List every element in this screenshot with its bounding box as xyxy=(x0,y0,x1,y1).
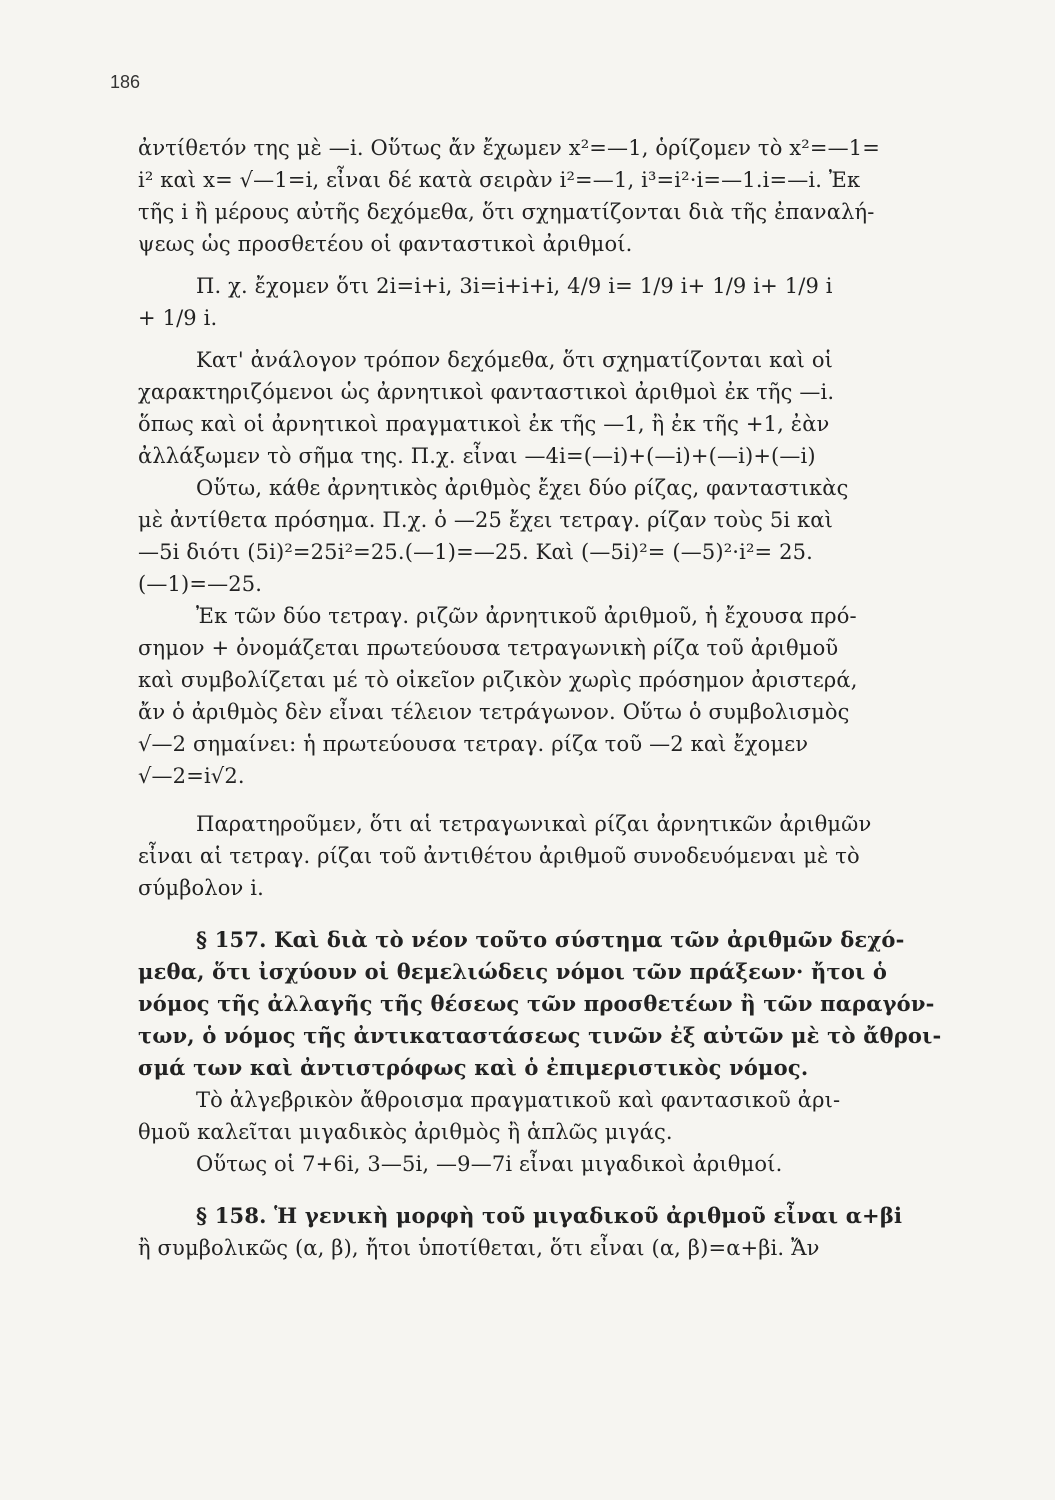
text-line: —5i διότι (5i)²=25i²=25.(—1)=—25. Καὶ (—5i)²= (—5)²·i²= 25. xyxy=(138,540,813,564)
text-line: √—2 σημαίνει: ἡ πρωτεύουσα τετραγ. ρίζα τοῦ —2 καὶ ἔχομεν xyxy=(138,732,809,756)
text-line: Τὸ ἀλγεβρικὸν ἄθροισμα πραγματικοῦ καὶ φαντασικοῦ ἀρι- xyxy=(196,1088,841,1112)
text-line: ὅπως καὶ οἱ ἀρνητικοὶ πραγματικοὶ ἐκ τῆς —1, ἢ ἐκ τῆς +1, ἐὰν xyxy=(138,412,830,436)
text-line: μὲ ἀντίθετα πρόσημα. Π.χ. ὁ —25 ἔχει τετραγ. ρίζαν τοὺς 5i καὶ xyxy=(138,508,834,532)
text-line: θμοῦ καλεῖται μιγαδικὸς ἀριθμὸς ἢ ἁπλῶς μιγάς. xyxy=(138,1120,673,1144)
text-line: i² καὶ x= √—1=i, εἶναι δέ κατὰ σειρὰν i²=—1, i³=i²·i=—1.i=—i. Ἐκ xyxy=(138,168,861,192)
section-heading-158: § 158. Ἡ γενικὴ μορφὴ τοῦ μιγαδικοῦ ἀριθμοῦ εἶναι α+βi xyxy=(196,1203,903,1228)
text-line: καὶ συμβολίζεται μέ τὸ οἰκεῖον ριζικὸν χωρὶς πρόσημον ἀριστερά, xyxy=(138,668,858,692)
text-line: χαρακτηριζόμενοι ὡς ἀρνητικοὶ φανταστικοὶ ἀριθμοὶ ἐκ τῆς —i. xyxy=(138,380,835,404)
text-line: ἀντίθετόν της μὲ —i. Οὕτως ἄν ἔχωμεν x²=—1, ὁρίζομεν τὸ x²=—1= xyxy=(138,136,881,160)
section-text-line: των, ὁ νόμος τῆς ἀντικαταστάσεως τινῶν ἐξ αὐτῶν μὲ τὸ ἄθροι- xyxy=(138,1023,942,1048)
text-line: σύμβολον i. xyxy=(138,876,264,900)
text-line: τῆς i ἢ μέρους αὐτῆς δεχόμεθα, ὅτι σχηματίζονται διὰ τῆς ἐπαναλή- xyxy=(138,200,875,224)
text-line: ψεως ὡς προσθετέου οἱ φανταστικοὶ ἀριθμοί. xyxy=(138,232,633,256)
text-line: √—2=i√2. xyxy=(138,764,245,788)
page-number: 186 xyxy=(110,72,141,92)
section-heading-157: § 157. Καὶ διὰ τὸ νέον τοῦτο σύστημα τῶν ἀριθμῶν δεχό- xyxy=(196,927,905,952)
text-line: Ἐκ τῶν δύο τετραγ. ριζῶν ἀρνητικοῦ ἀριθμοῦ, ἡ ἔχουσα πρό- xyxy=(196,604,857,628)
example-line: + 1/9 i. xyxy=(138,306,218,330)
text-line: (—1)=—25. xyxy=(138,572,263,596)
example-line: Π. χ. ἔχομεν ὅτι 2i=i+i, 3i=i+i+i, 4/9 i= 1/9 i+ 1/9 i+ 1/9 i xyxy=(196,274,833,298)
text-line: Παρατηροῦμεν, ὅτι αἱ τετραγωνικαὶ ρίζαι ἀρνητικῶν ἀριθμῶν xyxy=(196,812,872,836)
section-text-line: σμά των καὶ ἀντιστρόφως καὶ ὁ ἐπιμεριστικὸς νόμος. xyxy=(138,1055,809,1080)
text-line: ἢ συμβολικῶς (α, β), ἤτοι ὑποτίθεται, ὅτι εἶναι (α, β)=α+βi. Ἄν xyxy=(138,1236,820,1260)
text-line: Κατ' ἀνάλογον τρόπον δεχόμεθα, ὅτι σχηματίζονται καὶ οἱ xyxy=(196,348,834,372)
text-line: εἶναι αἱ τετραγ. ρίζαι τοῦ ἀντιθέτου ἀριθμοῦ συνοδευόμεναι μὲ τὸ xyxy=(138,844,860,868)
section-text-line: νόμος τῆς ἀλλαγῆς τῆς θέσεως τῶν προσθετέων ἢ τῶν παραγόν- xyxy=(138,991,935,1016)
text-line: Οὕτω, κάθε ἀρνητικὸς ἀριθμὸς ἔχει δύο ρίζας, φανταστικὰς xyxy=(196,476,849,500)
section-text-line: μεθα, ὅτι ἰσχύουν οἱ θεμελιώδεις νόμοι τῶν πράξεων· ἤτοι ὁ xyxy=(138,959,888,984)
text-line: Οὕτως οἱ 7+6i, 3—5i, —9—7i εἶναι μιγαδικοὶ ἀριθμοί. xyxy=(196,1152,783,1176)
text-line: σημον + ὀνομάζεται πρωτεύουσα τετραγωνικὴ ρίζα τοῦ ἀριθμοῦ xyxy=(138,636,839,660)
text-line: ἀλλάξωμεν τὸ σῆμα της. Π.χ. εἶναι —4i=(—i)+(—i)+(—i)+(—i) xyxy=(138,444,816,468)
page-content xyxy=(138,132,980,1264)
text-line: ἄν ὁ ἀριθμὸς δὲν εἶναι τέλειον τετράγωνον. Οὕτω ὁ συμβολισμὸς xyxy=(138,700,850,724)
